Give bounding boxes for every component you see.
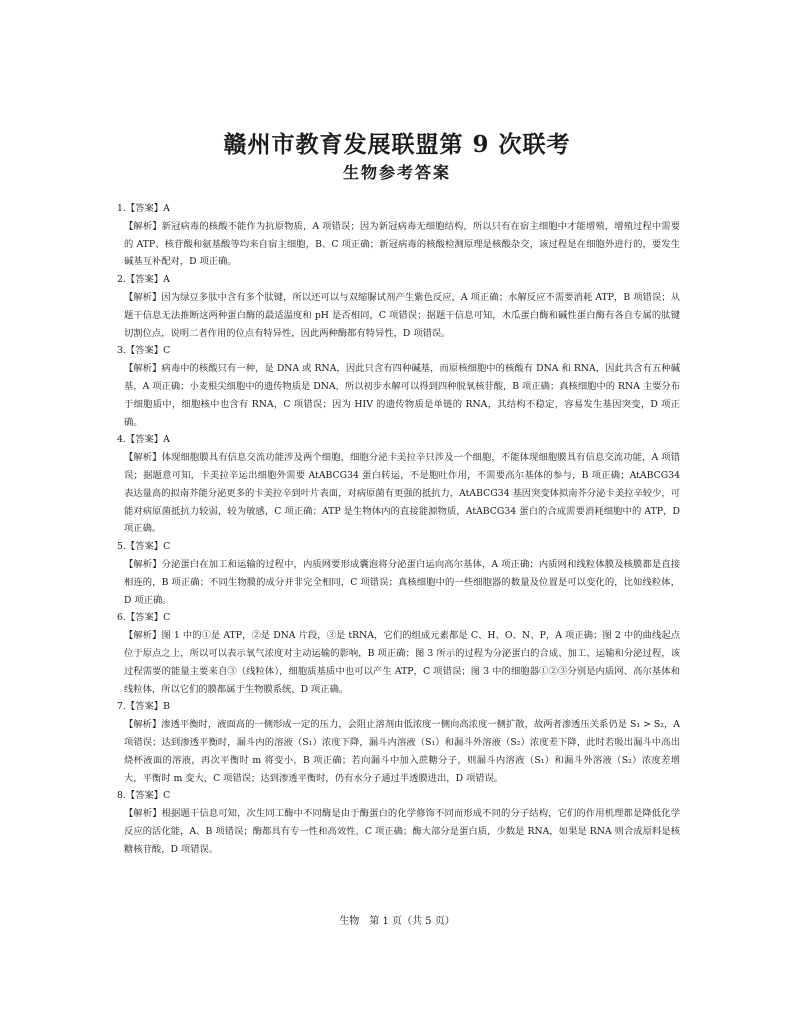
question-number: 3. [117, 345, 126, 357]
page-subtitle: 生物参考答案 [342, 163, 451, 182]
question-item [117, 271, 680, 342]
answer-analysis: 【解析】图 1 中的①是 ATP，②是 DNA 片段，③是 tRNA，它们的组成元素都是 C、H、O、N、P，A 项正确；图 2 中的曲线起点位于原点之上，所以可以表示氧气浓度对主动运输的影响，B 项正确；图 3 所示的过程为分泌蛋白的合成、加工、运输和分泌过程，该过程需要的能量主要来自③（线粒体），细胞质基质中也可以产生 ATP，C 项错误；图 3 中的细胞器①②③分别是内质网、高尔基体和线粒体，所以它们的膜都属于生物膜系统，D 项正确。 [124, 630, 680, 695]
question-number: 6. [117, 612, 126, 624]
answer-analysis: 【解析】分泌蛋白在加工和运输的过程中，内质网要形成囊泡将分泌蛋白运向高尔基体，A 项正确；内质网和线粒体膜及核膜都是直接相连的，B 项正确；不同生物膜的成分并非完全相同，C 项错误；真核细胞中的一些细胞器的数量及位置是可以变化的，比如线粒体，D 项正确。 [124, 558, 680, 606]
question-number: 5. [117, 541, 126, 553]
question-answer-line [117, 787, 680, 805]
question-item [117, 342, 680, 431]
question-number: 7. [117, 701, 126, 713]
question-answer-line [117, 342, 680, 360]
answer-analysis: 【解析】新冠病毒的核酸不能作为抗原物质，A 项错误；因为新冠病毒无细胞结构，所以只有在宿主细胞中才能增殖，增殖过程中需要的 ATP、核苷酸和氨基酸等均来自宿主细胞，B、C 项正确；新冠病毒的核酸检测原理是核酸杂交，该过程是在细胞外进行的，要发生碱基互补配对，D 项正确。 [124, 220, 680, 268]
question-answer-line [117, 431, 680, 449]
answer-analysis: 【解析】渗透平衡时，液面高的一侧形成一定的压力，会阻止溶剂由低浓度一侧向高浓度一侧扩散，故两者渗透压关系仍是 S₁ > S₂，A 项错误；达到渗透平衡时，漏斗内的溶液（S₁）浓度下降，漏斗内溶液（S₁）和漏斗外溶液（S₂）浓度差下降，此时若吸出漏斗中高出烧杯液面的溶液，再次平衡时 m 将变小，B 项正确；若向漏斗中加入蔗糖分子，则漏斗内溶液（S₁）和漏斗外溶液（S₂）浓度差增大，平衡时 m 变大，C 项错误；达到渗透平衡时，仍有水分子通过半透膜进出，D 项错误。 [124, 719, 680, 784]
answer-analysis: 【解析】病毒中的核酸只有一种，是 DNA 或 RNA，因此只含有四种碱基，而原核细胞中的核酸有 DNA 和 RNA，因此共含有五种碱基，A 项正确；小麦根尖细胞中的遗传物质是 DNA，所以初步水解可以得到四种脱氧核苷酸，B 项正确；真核细胞中的 RNA 主要分布于细胞质中，细胞核中也含有 RNA，C 项错误；因为 HIV 的遗传物质是单链的 RNA，其结构不稳定，容易发生基因突变，D 项正确。 [124, 363, 680, 428]
question-number: 1. [117, 203, 126, 214]
question-number: 4. [117, 434, 126, 446]
question-item [117, 431, 680, 538]
answer-analysis: 【解析】因为绿豆多肽中含有多个肽键，所以还可以与双缩脲试剂产生紫色反应，A 项正确；水解反应不需要消耗 ATP，B 项错误；从题干信息无法推断这两种蛋白酶的最适温度和 pH 是否相同，C 项错误；据题干信息可知，木瓜蛋白酶和碱性蛋白酶有各自专属的肽键切割位点，说明二者作用的位点有特异性，因此两种酶都有特异性，D 项错误。 [124, 291, 680, 339]
answer-label: 【答案】A [125, 274, 170, 286]
answer-label: 【答案】C [125, 345, 171, 357]
question-answer-line [117, 698, 680, 716]
question-item [117, 609, 680, 698]
question-number: 8. [117, 790, 126, 802]
answer-label: 【答案】C [125, 790, 171, 802]
page-title: 赣州市教育发展联盟第 9 次联考 [223, 131, 571, 158]
answer-label: 【答案】A [125, 434, 170, 446]
question-answer-line [117, 538, 680, 556]
question-number: 2. [117, 274, 126, 286]
question-item [117, 698, 680, 787]
answer-analysis: 【解析】体现细胞膜具有信息交流功能涉及两个细胞，细胞分泌卡美拉辛只涉及一个细胞，不能体现细胞膜具有信息交流功能，A 项错误；据题意可知，卡美拉辛运出细胞外需要 AtABCG34 蛋白转运，不是胞吐作用，不需要高尔基体的参与，B 项正确；AtABCG34 表达量高的拟南芥能分泌更多的卡美拉辛到叶片表面，对病原菌有更强的抵抗力，AtABCG34 基因突变体拟南芥分泌卡美拉辛较少，可能对病原菌抵抗力较弱，较为敏感，C 项正确；ATP 是生物体内的直接能源物质，AtABCG34 蛋白的合成需要消耗细胞中的 ATP，D 项正确。 [124, 452, 680, 535]
answer-analysis: 【解析】根据题干信息可知，次生同工酶中不同酶是由于酶蛋白的化学修饰不同而形成不同的分子结构，它们的作用机理都是降低化学反应的活化能，A、B 项错误；酶都具有专一性和高效性，C 项正确；酶大部分是蛋白质，少数是 RNA，如果是 RNA 则合成原料是核糖核苷酸，D 项错误。 [124, 808, 680, 855]
page-footer: 生物 第 1 页（共 5 页） [339, 916, 455, 927]
question-item [117, 538, 680, 609]
answer-label: 【答案】C [125, 612, 171, 624]
question-answer-line [117, 609, 680, 627]
answer-list [117, 200, 680, 858]
answer-label: 【答案】A [125, 203, 170, 214]
question-answer-line [117, 200, 680, 218]
question-answer-line [117, 271, 680, 289]
answer-label: 【答案】B [125, 701, 170, 713]
answer-label: 【答案】C [125, 541, 171, 553]
question-item [117, 200, 680, 271]
question-item [117, 787, 680, 858]
